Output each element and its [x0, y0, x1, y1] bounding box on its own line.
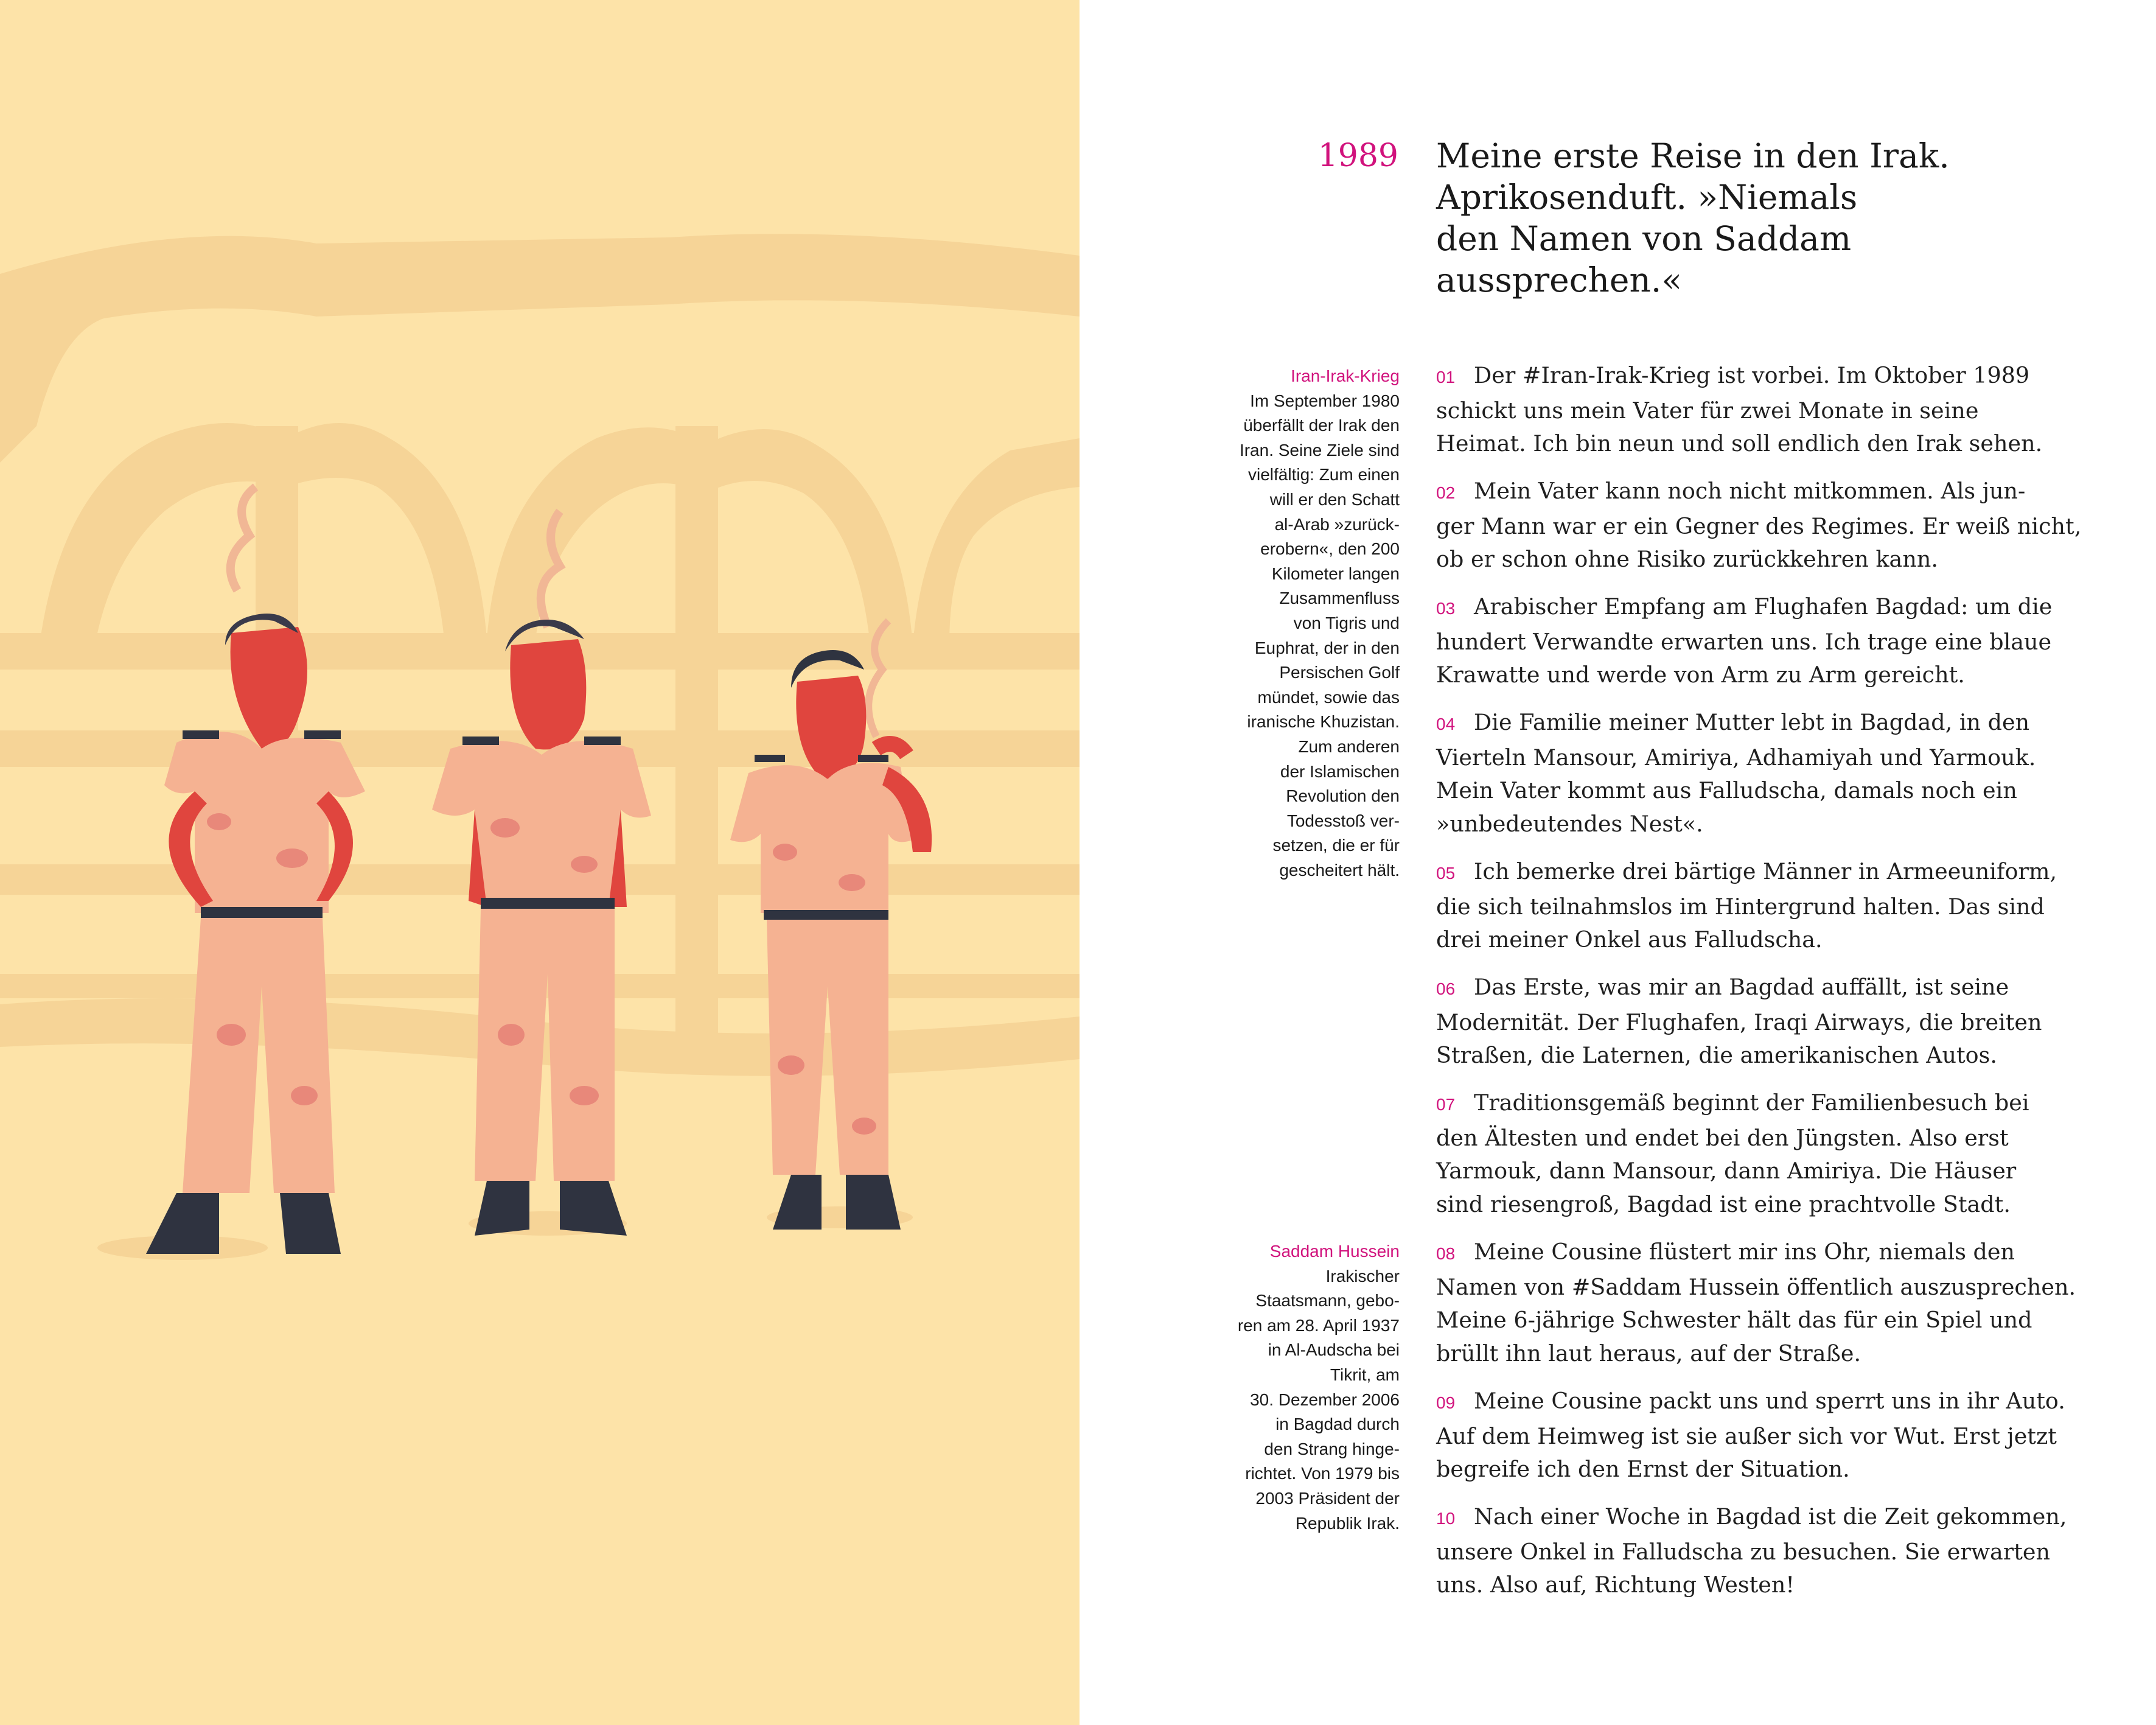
paragraph-line: brüllt ihn laut heraus, auf der Straße. [1436, 1340, 1861, 1366]
paragraph-line: die sich teilnahmslos im Hintergrund halten. Das sind [1436, 893, 2045, 920]
sidenote-line: Zusammenfluss [1279, 589, 1400, 608]
paragraph-number: 07 [1436, 1095, 1456, 1114]
paragraph-number: 06 [1436, 979, 1456, 998]
paragraph-number: 03 [1436, 599, 1456, 618]
sidenote-title: Saddam Hussein [1269, 1242, 1400, 1261]
paragraph-line: schickt uns mein Vater für zwei Monate in seine [1436, 397, 1979, 424]
sidenote-line: Im September 1980 [1250, 391, 1400, 410]
paragraph-line: Yarmouk, dann Mansour, dann Amiriya. Die Häuser [1436, 1158, 2017, 1184]
paragraph-line: drei meiner Onkel aus Falludscha. [1436, 926, 1823, 953]
paragraph-line [1436, 359, 2069, 394]
paragraph-line: sind riesengroß, Bagdad ist eine prachtvolle Stadt. [1436, 1191, 2011, 1217]
paragraph-text: Traditionsgemäß beginnt der Familienbesuch bei [1474, 1090, 2029, 1116]
sidenote-line: Kilometer langen [1271, 564, 1400, 583]
paragraph-line: ob er schon ohne Risiko zurückkehren kann. [1436, 546, 1938, 572]
sidenote-saddam-hussein [1193, 1239, 1400, 1536]
sidenote-line: 30. Dezember 2006 [1250, 1390, 1400, 1409]
sidenote-line: in Bagdad durch [1275, 1415, 1400, 1434]
paragraph-text: Meine Cousine packt uns und sperrt uns in ihr Auto. [1474, 1388, 2065, 1414]
paragraph-line: hundert Verwandte erwarten uns. Ich trage eine blaue [1436, 628, 2052, 655]
sidenote-line: Euphrat, der in den [1254, 638, 1400, 657]
paragraph-line: unsere Onkel in Falludscha zu besuchen. Sie erwarten [1436, 1538, 2051, 1565]
chapter-year: 1989 [1317, 138, 1398, 174]
paragraph-04 [1436, 706, 2069, 841]
paragraph-line: den Ältesten und endet bei den Jüngsten. Also erst [1436, 1124, 2009, 1151]
sidenote-line: überfällt der Irak den [1243, 416, 1400, 435]
paragraph-line: Meine 6-jährige Schwester hält das für ein Spiel und [1436, 1307, 2032, 1333]
paragraph-09 [1436, 1385, 2069, 1486]
sidenote-title: Iran-Irak-Krieg [1291, 366, 1400, 385]
paragraph-line: Namen von #Saddam Hussein öffentlich auszusprechen. [1436, 1273, 2076, 1300]
sidenote-line: den Strang hinge- [1264, 1439, 1400, 1458]
paragraph-text: Die Familie meiner Mutter lebt in Bagdad, in den [1474, 709, 2030, 735]
title-line: Aprikosenduft. »Niemals [1436, 178, 1858, 217]
paragraph-line: Straßen, die Laternen, die amerikanischen Autos. [1436, 1042, 1997, 1068]
sidenote-line: Republik Irak. [1295, 1513, 1400, 1533]
paragraph-line [1436, 855, 2069, 890]
paragraph-line: Auf dem Heimweg ist sie außer sich vor Wut. Erst jetzt [1436, 1422, 2057, 1449]
sidenote-line: Revolution den [1286, 786, 1400, 806]
paragraph-number: 08 [1436, 1244, 1456, 1263]
soldier-right [730, 621, 932, 1230]
paragraph-line [1436, 1500, 2069, 1536]
paragraph-line [1436, 590, 2069, 626]
sidenote-line: von Tigris und [1293, 613, 1400, 632]
sidenote-line: ren am 28. April 1937 [1237, 1315, 1400, 1335]
paragraph-text: Meine Cousine flüstert mir ins Ohr, niemals den [1474, 1239, 2015, 1265]
paragraph-text: Nach einer Woche in Bagdad ist die Zeit gekommen, [1474, 1503, 2067, 1530]
sidenote-line: Irakischer [1325, 1266, 1400, 1286]
paragraph-line: begreife ich den Ernst der Situation. [1436, 1456, 1850, 1482]
sidenote-line: gescheitert hält. [1279, 860, 1400, 880]
sidenote-line: Todesstoß ver- [1286, 811, 1400, 830]
sidenote-line: Persischen Golf [1279, 663, 1400, 682]
sidenote-line: vielfältig: Zum einen [1247, 465, 1400, 485]
sidenote-line: Tikrit, am [1330, 1365, 1400, 1384]
sidenote-line: setzen, die er für [1272, 836, 1400, 855]
paragraph-line: Krawatte und werde von Arm zu Arm gereicht. [1436, 662, 1965, 688]
paragraph-number: 01 [1436, 368, 1456, 387]
paragraph-number: 02 [1436, 483, 1456, 502]
title-line: Meine erste Reise in den Irak. [1436, 136, 1950, 175]
paragraph-01 [1436, 359, 2069, 461]
sidenote-line: will er den Schatt [1269, 489, 1400, 509]
chapter-title [1436, 135, 1984, 301]
sidenote-line: Zum anderen [1298, 737, 1400, 756]
paragraph-05 [1436, 855, 2069, 957]
paragraph-number: 04 [1436, 715, 1456, 733]
paragraph-line [1436, 1086, 2069, 1122]
paragraph-line [1436, 706, 2069, 741]
paragraph-text: Der #Iran-Irak-Krieg ist vorbei. Im Oktober 1989 [1474, 362, 2030, 388]
paragraph-line [1436, 971, 2069, 1006]
paragraph-text: Ich bemerke drei bärtige Männer in Armeeuniform, [1474, 858, 2057, 884]
paragraph-text: Mein Vater kann noch nicht mitkommen. Als jun- [1474, 478, 2026, 504]
paragraph-number: 10 [1436, 1509, 1456, 1528]
title-line: den Namen von Saddam [1436, 219, 1852, 258]
paragraph-line: Heimat. Ich bin neun und soll endlich den Irak sehen. [1436, 430, 2043, 457]
paragraph-02 [1436, 475, 2082, 576]
sidenote-line: mündet, sowie das [1257, 687, 1400, 707]
sidenote-iran-irak-krieg [1193, 364, 1400, 883]
paragraph-line: ger Mann war er ein Gegner des Regimes. Er weiß nicht, [1436, 513, 2082, 539]
paragraph-line: uns. Also auf, Richtung Westen! [1436, 1572, 1795, 1598]
sidenote-line: iranische Khuzistan. [1247, 712, 1400, 732]
sidenote-line: in Al-Audscha bei [1268, 1340, 1400, 1360]
paragraph-03 [1436, 590, 2069, 692]
paragraph-06 [1436, 971, 2069, 1072]
paragraph-10 [1436, 1500, 2069, 1602]
sidenote-line: erobern«, den 200 [1260, 539, 1400, 559]
sidenote-line: al-Arab »zurück- [1274, 514, 1400, 534]
paragraph-line: Modernität. Der Flughafen, Iraqi Airways, die breiten [1436, 1009, 2042, 1035]
paragraph-line: »unbedeutendes Nest«. [1436, 810, 1703, 837]
paragraph-07 [1436, 1086, 2069, 1221]
sidenote-line: der Islamischen [1280, 761, 1400, 781]
sidenote-line: richtet. Von 1979 bis [1245, 1464, 1400, 1483]
paragraph-number: 09 [1436, 1393, 1456, 1412]
paragraph-text: Arabischer Empfang am Flughafen Bagdad: um die [1474, 593, 2053, 620]
paragraph-text: Das Erste, was mir an Bagdad auffällt, ist seine [1474, 974, 2009, 1000]
sidenote-line: Staatsmann, gebo- [1255, 1291, 1400, 1310]
sidenote-line: 2003 Präsident der [1255, 1488, 1400, 1508]
paragraph-line: Mein Vater kommt aus Falludscha, damals noch ein [1436, 777, 2017, 803]
sidenote-line: Iran. Seine Ziele sind [1239, 440, 1400, 460]
paragraph-number: 05 [1436, 864, 1456, 883]
paragraph-line [1436, 475, 2069, 510]
title-line: aussprechen.« [1436, 261, 1683, 299]
paragraph-line: Vierteln Mansour, Amiriya, Adhamiyah und Yarmouk. [1436, 744, 2036, 771]
paragraph-line [1436, 1236, 2069, 1271]
paragraph-line [1436, 1385, 2069, 1420]
paragraph-08 [1436, 1236, 2076, 1370]
